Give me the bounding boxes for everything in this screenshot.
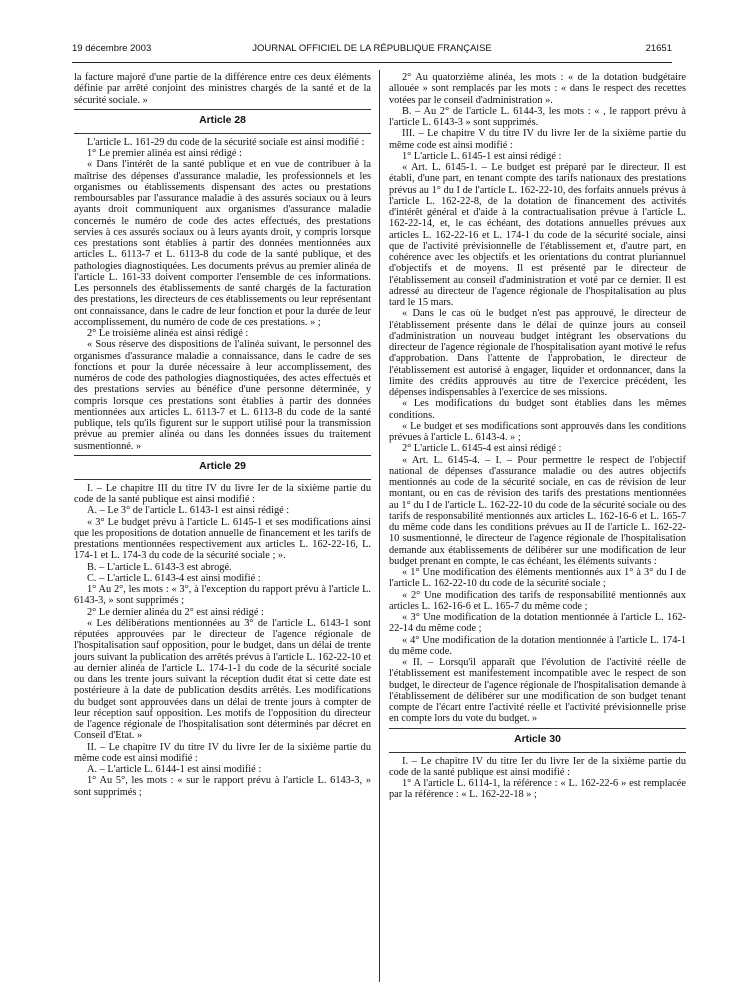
paragraph: 1° A l'article L. 6114-1, la référence : « L. 162-22-6 » est remplacée par la référence : « L. 162-22-18 » ; — [389, 778, 686, 801]
page-header — [72, 43, 672, 59]
article-separator — [74, 455, 371, 456]
paragraph: A. – Le 3° de l'article L. 6143-1 est ainsi rédigé : — [87, 505, 290, 517]
paragraph: « Dans le cas où le budget n'est pas approuvé, le directeur de l'établissement présente dans le délai de quinze jours au conseil d'administration un nouveau budget intégrant les observations du directeur de l'agence régionale de l'hospitalisation ayant motivé le refus d'approbation. Dans l'attente de l'approbation, le directeur de l'établissement est autorisé à engager, liquider et ordonnancer, dans la limite des crédits approuvés au titre de l'exercice précédent, les dépenses indispensables à l'exercice de ses missions. — [389, 308, 686, 398]
article-separator — [389, 728, 686, 729]
paragraph: C. – L'article L. 6143-4 est ainsi modifié : — [87, 572, 261, 584]
header-page-number: 21651 — [645, 43, 672, 54]
paragraph: 1° L'article L. 6145-1 est ainsi rédigé : — [402, 150, 562, 162]
paragraph: « II. – Lorsqu'il apparaît que l'évolution de l'activité réelle de l'établissement est manifestement incompatible avec le respect de son budget, le directeur de l'agence régionale de l'hospitalisation demande à l'établissement de délibérer sur une modification de son budget tenant compte de l'écart entre l'activité réelle et l'activité prévisionnelle prise en compte lors du vote du budget. » — [389, 657, 686, 725]
paragraph: B. – Au 2° de l'article L. 6144-3, les mots : « , le rapport prévu à l'article L. 6143-3 » sont supprimés. — [389, 105, 686, 128]
article-heading: Article 28 — [199, 114, 246, 126]
paragraph: « 2° Une modification des tarifs de responsabilité mentionnés aux articles L. 162-16-6 et L. 165-7 du même code ; — [389, 589, 686, 612]
paragraph: la facture majoré d'une partie de la différence entre ces deux éléments définie par arrêté conjoint des ministres chargés de la santé et de la sécurité sociale. » — [74, 72, 371, 106]
right-column — [389, 72, 686, 801]
paragraph: 2° Au quatorzième alinéa, les mots : « de la dotation budgétaire allouée » sont remplacés par les mots : « dans le respect des recettes votées par le conseil d'administration ». — [389, 72, 686, 106]
paragraph: III. – Le chapitre V du titre IV du livre Ier de la sixième partie du même code est ainsi modifié : — [389, 128, 686, 151]
article-separator — [74, 133, 371, 134]
left-column — [74, 72, 371, 798]
article-separator — [74, 479, 371, 480]
header-date: 19 décembre 2003 — [72, 43, 152, 54]
header-rule — [72, 62, 672, 63]
header-journal-title: JOURNAL OFFICIEL DE LA RÉPUBLIQUE FRANÇAISE — [252, 43, 492, 54]
article-separator — [389, 752, 686, 753]
article-heading: Article 30 — [514, 733, 561, 745]
paragraph: 1° Au 5°, les mots : « sur le rapport prévu à l'article L. 6143-3, » sont supprimés ; — [74, 775, 371, 798]
paragraph: 2° Le troisième alinéa est ainsi rédigé : — [87, 328, 249, 339]
paragraph: « 3° Le budget prévu à l'article L. 6145-1 et ses modifications ainsi que les propositions de dotation annuelle de financement et les tarifs de prestations mentionnées respectivement aux articles L. 162-22-16, L. 174-1 et L. 174-3 du code de la sécurité sociale ; ». — [74, 516, 371, 562]
paragraph: I. – Le chapitre IV du titre Ier du livre Ier de la sixième partie du code de la santé publique est ainsi modifié : — [389, 755, 686, 778]
paragraph: « Dans l'intérêt de la santé publique et en vue de contribuer à la maîtrise des dépenses d'assurance maladie, les professionnels et les organismes ou établissements dispensant des actes ou prestations remboursables par l'assurance maladie à des assurés sociaux ou à leurs ayants droit communiquent aux organismes d'assurance maladie concernés le numéro de code des actes effectués, des prestations servies à ces assurés sociaux ou à leurs ayants droit, y compris lorsque ces prestations sont établies à partir des données mentionnées aux articles L. 6113-7 et L. 6113-8 du code de la santé publique, et des pathologies diagnostiquées. Les documents prévus au premier alinéa de l'article L. 161-33 doivent comporter l'ensemble de ces informations. Les personnels des établissements de santé chargés de la facturation des prestations, les directeurs de ces établissements ou leur représentant ont connaissance, dans le cadre de leur fonction et pour la durée de leur accomplissement, du numéro de code de ces prestations. » ; — [74, 159, 371, 328]
article-separator — [74, 109, 371, 110]
paragraph: « 3° Une modification de la dotation mentionnée à l'article L. 162-22-14 du même code ; — [389, 612, 686, 635]
paragraph: « Les modifications du budget sont établies dans les mêmes conditions. — [389, 398, 686, 421]
paragraph: 1° Le premier alinéa est ainsi rédigé : — [87, 148, 242, 159]
paragraph: « Sous réserve des dispositions de l'alinéa suivant, le personnel des organismes d'assurance maladie a connaissance, dans le cadre de ses fonctions et pour la durée nécessaire à leur accomplissement, des numéros de code des pathologies diagnostiquées, des actes effectués et des prestations servies au bénéfice d'une personne déterminée, y compris lorsque ces prestations sont établies à partir des données mentionnées aux articles L. 6113-7 et L. 6113-8 du code de la santé publique, tels qu'ils figurent sur le support utilisé pour la transmission prévue au premier alinéa ou dans les données issues du traitement susmentionné. » — [74, 339, 371, 452]
paragraph: « 1° Une modification des éléments mentionnés aux 1° à 3° du I de l'article L. 162-22-10 du code de la sécurité sociale ; — [389, 567, 686, 590]
column-divider — [379, 70, 380, 982]
paragraph: 2° Le dernier alinéa du 2° est ainsi rédigé : — [87, 606, 264, 618]
paragraph: « Les délibérations mentionnées au 3° de l'article L. 6143-1 sont réputées approuvées par le directeur de l'agence régionale de l'hospitalisation sauf opposition, pour le budget, dans un délai de trente jours suivant la publication des arrêtés prévus à l'article L. 162-22-10 et au dernier alinéa de l'article L. 174-1-1 du code de la sécurité sociale ou dans les trente jours suivant la réception dudit état si cette date est postérieure à la date de publication desdits arrêtés. Les modifications du budget sont approuvées dans un délai de trente jours à compter de leur réception sauf opposition. Les motifs de l'opposition du directeur de l'agence régionale de l'hospitalisation sont déterminés par décret en Conseil d'Etat. » — [74, 617, 371, 742]
paragraph: A. – L'article L. 6144-1 est ainsi modifié : — [87, 764, 262, 775]
paragraph: 2° L'article L. 6145-4 est ainsi rédigé : — [402, 443, 562, 455]
paragraph: L'article L. 161-29 du code de la sécurité sociale est ainsi modifié : — [87, 136, 365, 148]
paragraph: B. – L'article L. 6143-3 est abrogé. — [87, 561, 232, 573]
paragraph: « Le budget et ses modifications sont approuvés dans les conditions prévues à l'article L. 6143-4. » ; — [389, 420, 686, 443]
paragraph: « Art. L. 6145-1. – Le budget est préparé par le directeur. Il est établi, d'une part, en tenant compte des tarifs nationaux des prestations prévus au 1° du I de l'article L. 162-22-10, des forfaits annuels prévus à l'article L. 162-22-8, de la dotation de financement des activités d'intérêt général et d'aide à la contractualisation prévue à l'article L. 162-22-14, et, le cas échéant, des dotations annuelles prévues aux articles L. 162-22-16 et L. 174-1 du code de la sécurité sociale, ainsi que de l'activité prévisionnelle de l'établissement et, d'autre part, en cohérence avec les objectifs et les orientations du contrat pluriannuel d'objectifs et de moyens. Il est présenté par le directeur de l'établissement au conseil d'administration et voté par ce dernier. Il est adressé au directeur de l'agence régionale de l'hospitalisation au plus tard le 15 mars. — [389, 162, 686, 308]
article-heading: Article 29 — [199, 460, 246, 472]
paragraph: « Art. L. 6145-4. – I. – Pour permettre le respect de l'objectif national de dépenses d'assurance maladie ou des autres objectifs mentionnés au code de la sécurité sociale, en cas de révision de leur montant, ou en cas de révision des tarifs des prestations mentionnées au 1° du I de l'article L. 162-22-10 du code de la sécurité sociale ou des tarifs de responsabilité mentionnés aux articles L. 162-16-6 et L. 165-7 du même code dans les conditions prévues au II de l'article L. 162-22-10 susmentionné, le directeur de l'agence régionale de l'hospitalisation demande aux établissements de délibérer sur une modification de leur budget prenant en compte, le cas échéant, les éléments suivants : — [389, 454, 686, 567]
paragraph: I. – Le chapitre III du titre IV du livre Ier de la sixième partie du code de la santé publique est ainsi modifié : — [74, 482, 371, 505]
paragraph: 1° Au 2°, les mots : « 3°, à l'exception du rapport prévu à l'article L. 6143-3, » sont supprimés ; — [74, 584, 371, 607]
paragraph: II. – Le chapitre IV du titre IV du livre Ier de la sixième partie du même code est ainsi modifié : — [74, 741, 371, 764]
paragraph: « 4° Une modification de la dotation mentionnée à l'article L. 174-1 du même code. — [389, 634, 686, 657]
